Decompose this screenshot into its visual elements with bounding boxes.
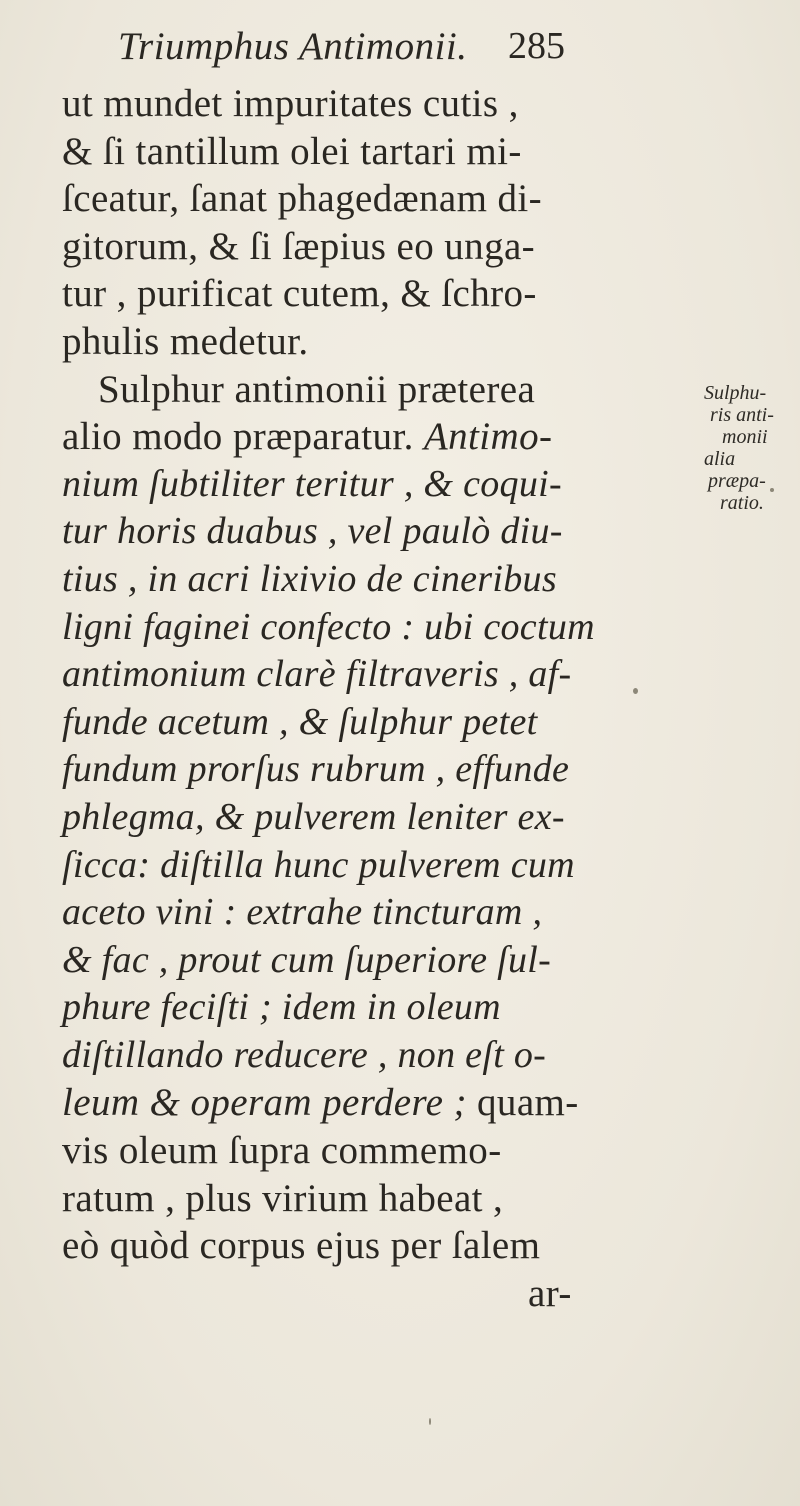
text-line-6: phulis medetur. [62, 319, 309, 363]
text-line-8 [62, 413, 702, 461]
text-line-7: Sulphur antimonii præterea [98, 367, 536, 411]
text-line-5: tur , purificat cutem, & ſchro- [62, 272, 537, 316]
marginal-line-2: ris anti- [710, 404, 774, 426]
text-line-22-italic: leum & operam perdere ; [62, 1081, 467, 1125]
text-line-10: tur horis duabus , vel paulò diu- [62, 510, 563, 553]
text-line-3: ſceatur, ſanat phagedænam di- [62, 177, 543, 221]
text-line-22 [62, 1079, 702, 1127]
text-line-11: tius , in acri lixivio de cineribus [62, 557, 557, 600]
text-line-8-roman: alio modo præparatur. [62, 415, 414, 459]
text-line-19: & fac , prout cum ſuperiore ſul- [62, 938, 552, 981]
text-line-4: gitorum, & ſi ſæpius eo unga- [62, 224, 536, 268]
text-line-2: & ſi tantillum olei tartari mi- [62, 129, 522, 173]
text-line-9: nium ſubtiliter teritur , & coqui- [62, 462, 562, 505]
body-text [62, 80, 702, 1317]
text-line-8-italic: Antimo- [423, 415, 553, 459]
marginal-line-1: Sulphu- [704, 382, 767, 404]
text-line-24: ratum , plus virium habeat , [62, 1176, 504, 1220]
marginal-line-4: alia [704, 448, 736, 470]
text-line-20: phure feciſti ; idem in oleum [62, 986, 501, 1029]
text-line-17: ſicca: diſtilla hunc pulverem cum [62, 843, 575, 886]
text-line-15: fundum prorſus rubrum , effunde [62, 748, 570, 791]
paper-speck [429, 1418, 431, 1425]
text-line-25: eò quòd corpus ejus per ſalem [62, 1224, 541, 1268]
marginal-line-6: ratio. [720, 492, 764, 514]
text-line-1: ut mundet impuritates cutis , [62, 82, 519, 125]
paper-speck [633, 688, 638, 694]
text-line-13: antimonium clarè filtraveris , af- [62, 653, 572, 696]
running-title: Triumphus Antimonii. [118, 25, 468, 68]
text-line-18: aceto vini : extrahe tincturam , [62, 891, 543, 934]
page-number: 285 [508, 25, 565, 67]
catchword: ar- [528, 1271, 572, 1315]
page-header [0, 18, 800, 74]
paper-speck [770, 488, 774, 492]
text-line-21: diſtillando reducere , non eſt o- [62, 1033, 547, 1076]
marginal-line-5: præpa- [708, 470, 766, 492]
marginal-line-3: monii [722, 426, 768, 448]
text-line-16: phlegma, & pulverem leniter ex- [62, 795, 565, 838]
text-line-23: vis oleum ſupra commemo- [62, 1129, 502, 1173]
text-line-22-roman: quam- [477, 1081, 579, 1125]
text-line-12: ligni faginei confecto : ubi coctum [62, 605, 595, 648]
text-line-14: funde acetum , & ſulphur petet [62, 700, 538, 743]
marginal-note [704, 382, 800, 514]
